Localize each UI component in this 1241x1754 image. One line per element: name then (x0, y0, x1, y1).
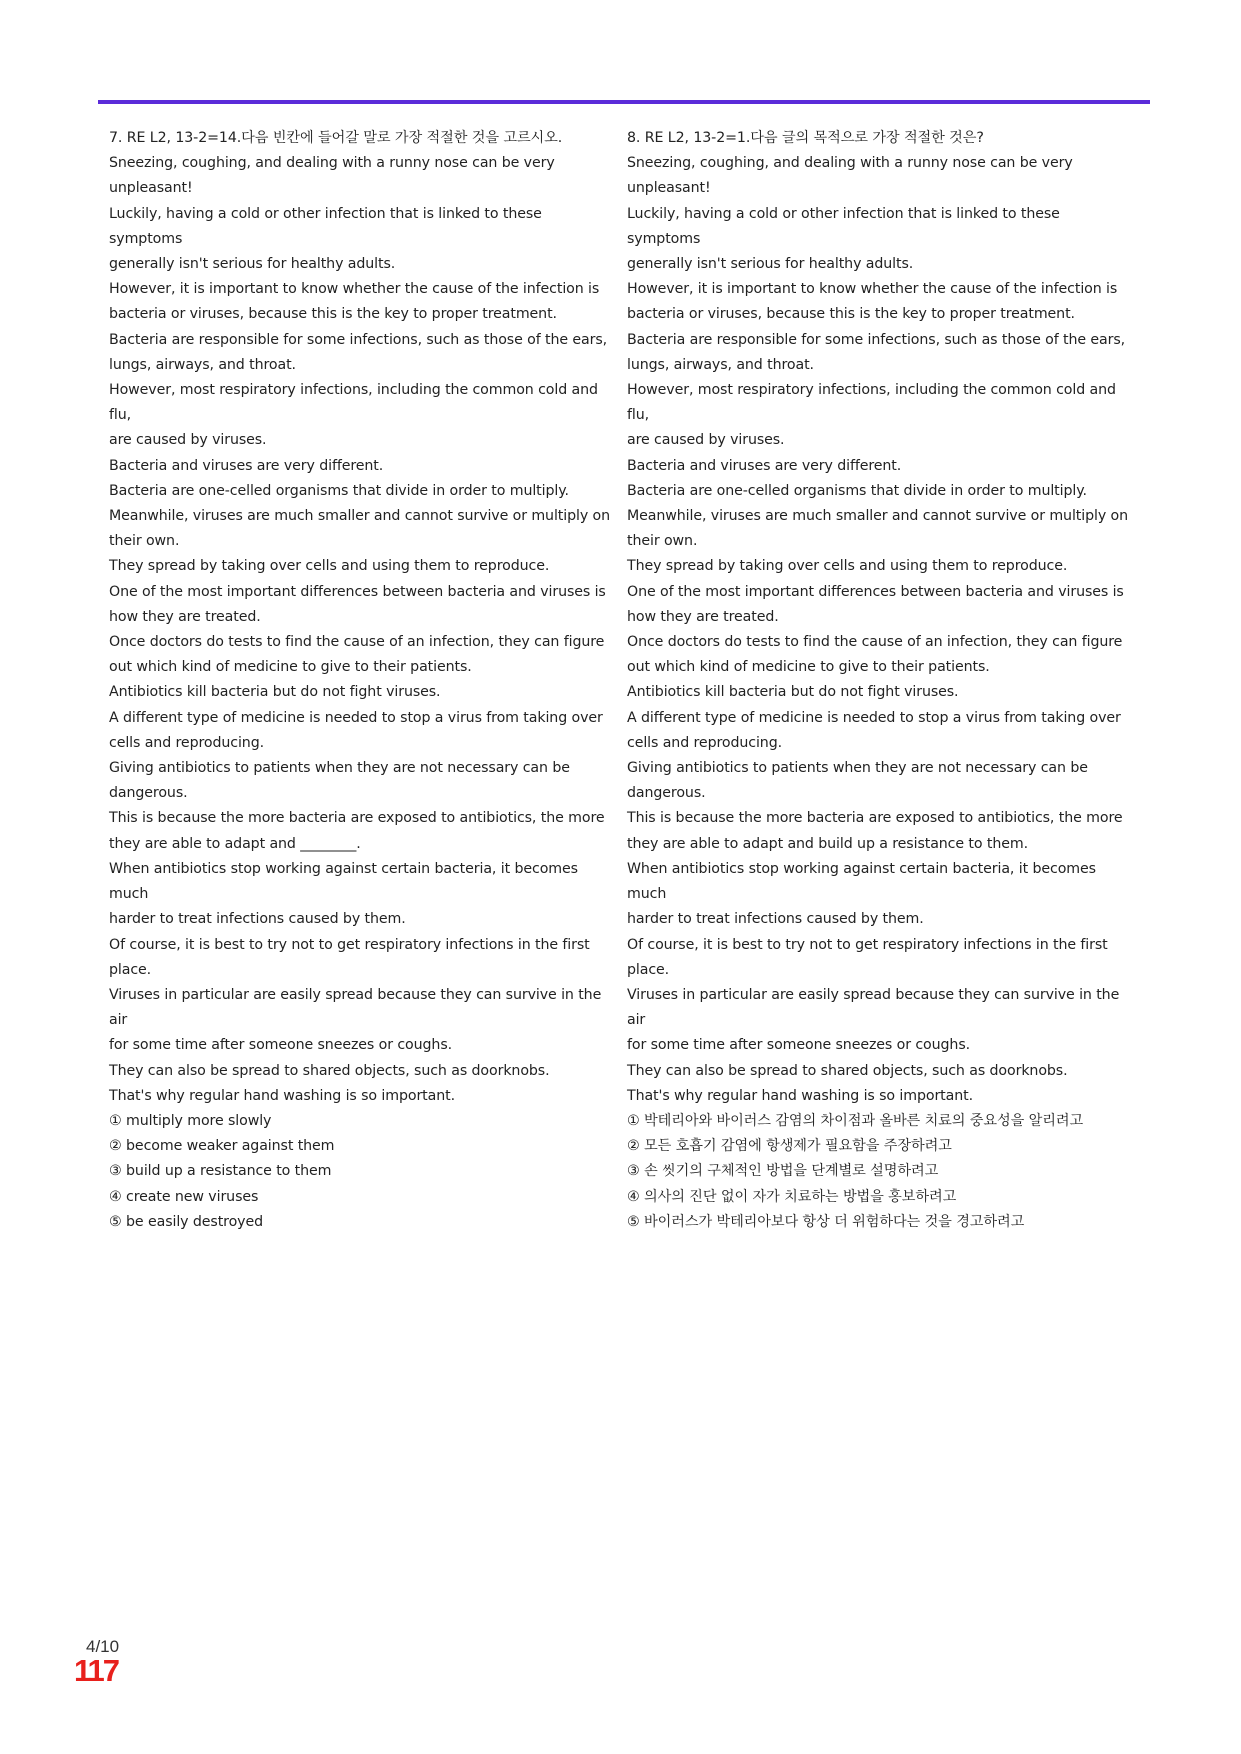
text-line: ⑤ be easily destroyed (109, 1213, 263, 1230)
text-line: how they are treated. (109, 608, 261, 625)
text-line: Bacteria and viruses are very different. (109, 457, 384, 474)
text-line: Giving antibiotics to patients when they are not necessary can be (109, 760, 570, 777)
text-line: bacteria or viruses, because this is the key to proper treatment. (627, 306, 1075, 323)
question-7-column (109, 126, 619, 1235)
text-line: generally isn't serious for healthy adults. (627, 256, 914, 273)
text-line: Once doctors do tests to find the cause of an infection, they can figure (109, 634, 605, 651)
text-line: They can also be spread to shared objects, such as doorknobs. (109, 1062, 550, 1079)
text-line: harder to treat infections caused by them. (627, 911, 924, 928)
page-number: 117 (74, 1653, 119, 1688)
text-line: This is because the more bacteria are exposed to antibiotics, the more (627, 810, 1123, 827)
text-line: Bacteria are responsible for some infections, such as those of the ears, (109, 331, 608, 348)
text-line: ③ build up a resistance to them (109, 1163, 332, 1180)
text-line: They can also be spread to shared objects, such as doorknobs. (627, 1062, 1068, 1079)
text-line: 7. RE L2, 13-2=14.다음 빈칸에 들어갈 말로 가장 적절한 것을 고르시오. (109, 130, 563, 146)
text-line: Bacteria are responsible for some infections, such as those of the ears, (627, 331, 1126, 348)
text-line: ④ 의사의 진단 없이 자가 치료하는 방법을 홍보하려고 (627, 1188, 957, 1205)
text-line: They spread by taking over cells and using them to reproduce. (109, 558, 550, 575)
text-line: Sneezing, coughing, and dealing with a runny nose can be very (109, 155, 555, 172)
text-line: ③ 손 씻기의 구체적인 방법을 단계별로 설명하려고 (627, 1163, 939, 1180)
text-line: This is because the more bacteria are exposed to antibiotics, the more (109, 810, 605, 827)
text-line: are caused by viruses. (627, 432, 785, 449)
text-line: out which kind of medicine to give to their patients. (627, 659, 990, 676)
text-line: When antibiotics stop working against certain bacteria, it becomes much (109, 860, 583, 903)
text-line: ④ create new viruses (109, 1188, 259, 1205)
text-line: dangerous. (627, 785, 706, 802)
text-line: harder to treat infections caused by them. (109, 911, 406, 928)
text-line: lungs, airways, and throat. (627, 356, 814, 373)
text-line: unpleasant! (627, 180, 711, 197)
text-line: However, most respiratory infections, including the common cold and flu, (627, 382, 1121, 424)
question-8-column (627, 126, 1137, 1235)
text-line: Meanwhile, viruses are much smaller and cannot survive or multiply on (627, 508, 1129, 525)
text-line: That's why regular hand washing is so important. (627, 1087, 973, 1104)
text-line: generally isn't serious for healthy adults. (109, 256, 396, 273)
text-line: ① multiply more slowly (109, 1112, 272, 1129)
text-line: That's why regular hand washing is so important. (109, 1087, 455, 1104)
text-line: Antibiotics kill bacteria but do not fight viruses. (109, 684, 441, 701)
text-line: unpleasant! (109, 180, 193, 197)
text-line: Viruses in particular are easily spread because they can survive in the air (109, 986, 606, 1029)
text-line: Luckily, having a cold or other infection that is linked to these symptoms (627, 205, 1065, 247)
text-line: 8. RE L2, 13-2=1.다음 글의 목적으로 가장 적절한 것은? (627, 130, 984, 146)
text-line: are caused by viruses. (109, 432, 267, 449)
text-line: Giving antibiotics to patients when they are not necessary can be (627, 760, 1088, 777)
text-line: Viruses in particular are easily spread because they can survive in the air (627, 986, 1124, 1029)
text-line: However, it is important to know whether the cause of the infection is (109, 281, 600, 298)
text-line: bacteria or viruses, because this is the key to proper treatment. (109, 306, 557, 323)
text-line: However, most respiratory infections, including the common cold and flu, (109, 382, 603, 424)
text-line: A different type of medicine is needed to stop a virus from taking over (627, 709, 1121, 726)
text-line: ② 모든 호흡기 감염에 항생제가 필요함을 주장하려고 (627, 1138, 952, 1155)
text-line: ① 박테리아와 바이러스 감염의 차이점과 올바른 치료의 중요성을 알리려고 (627, 1112, 1084, 1129)
text-line: their own. (109, 533, 180, 550)
text-line: for some time after someone sneezes or coughs. (109, 1037, 453, 1054)
text-line: out which kind of medicine to give to their patients. (109, 659, 472, 676)
text-line: dangerous. (109, 785, 188, 802)
text-line: Luckily, having a cold or other infection that is linked to these symptoms (109, 205, 547, 247)
text-line: A different type of medicine is needed to stop a virus from taking over (109, 709, 603, 726)
text-line: Of course, it is best to try not to get respiratory infections in the first place. (109, 936, 595, 978)
text-line: One of the most important differences between bacteria and viruses is (627, 583, 1124, 600)
text-line: cells and reproducing. (627, 734, 783, 751)
text-line: how they are treated. (627, 608, 779, 625)
text-line: their own. (627, 533, 698, 550)
text-line: Once doctors do tests to find the cause of an infection, they can figure (627, 634, 1123, 651)
top-accent-rule (98, 100, 1150, 104)
text-line: Bacteria are one-celled organisms that divide in order to multiply. (627, 482, 1087, 499)
text-line: lungs, airways, and throat. (109, 356, 296, 373)
page-indicator: 4/10 (86, 1637, 120, 1656)
text-line: Bacteria and viruses are very different. (627, 457, 902, 474)
text-line: Sneezing, coughing, and dealing with a runny nose can be very (627, 155, 1073, 172)
text-line: They spread by taking over cells and using them to reproduce. (627, 558, 1068, 575)
text-line: Bacteria are one-celled organisms that divide in order to multiply. (109, 482, 569, 499)
text-line: ② become weaker against them (109, 1138, 335, 1155)
text-line: they are able to adapt and ________. (109, 835, 361, 852)
text-line: ⑤ 바이러스가 박테리아보다 항상 더 위험하다는 것을 경고하려고 (627, 1213, 1025, 1230)
text-line: they are able to adapt and build up a resistance to them. (627, 835, 1028, 852)
text-line: However, it is important to know whether the cause of the infection is (627, 281, 1118, 298)
text-line: Meanwhile, viruses are much smaller and cannot survive or multiply on (109, 508, 611, 525)
text-line: When antibiotics stop working against certain bacteria, it becomes much (627, 860, 1101, 903)
text-line: Of course, it is best to try not to get respiratory infections in the first place. (627, 936, 1113, 978)
text-line: for some time after someone sneezes or coughs. (627, 1037, 971, 1054)
text-line: One of the most important differences between bacteria and viruses is (109, 583, 606, 600)
text-line: Antibiotics kill bacteria but do not fight viruses. (627, 684, 959, 701)
text-line: cells and reproducing. (109, 734, 265, 751)
